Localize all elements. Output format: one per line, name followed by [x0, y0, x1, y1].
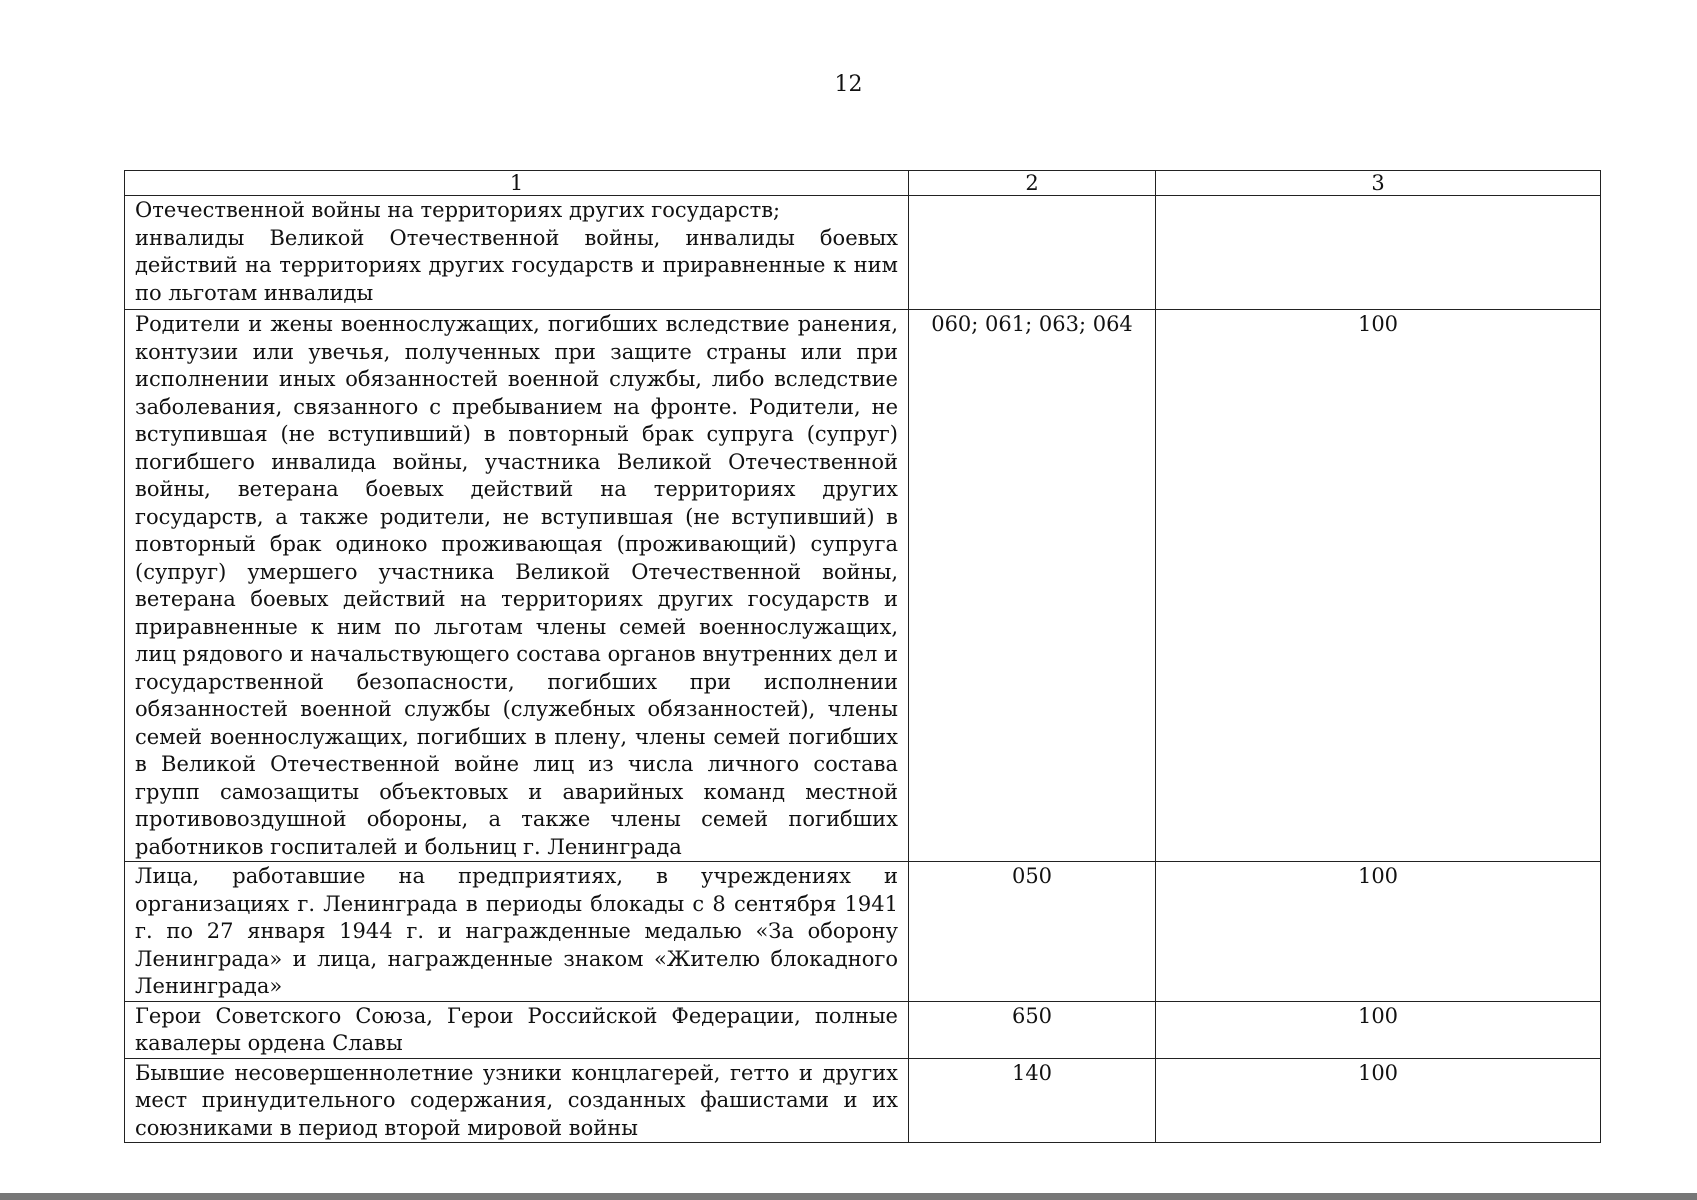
codes-cell: 060; 061; 063; 064: [909, 310, 1156, 862]
table-row: [125, 1058, 1601, 1143]
category-cell: Герои Советского Союза, Герои Российской Федерации, полные кавалеры ордена Славы: [125, 1001, 909, 1058]
column-header-3: 3: [1156, 171, 1601, 196]
percent-cell: 100: [1156, 1058, 1601, 1143]
page-number: 12: [834, 72, 863, 97]
category-text: Отечественной войны на территориях других государств; инвалиды Великой Отечественной войны, инвалиды боевых действий на территориях других государств и приравненные к ним по льготам инвалиды: [135, 198, 898, 305]
percent-cell: [1156, 196, 1601, 310]
category-cell: [125, 196, 909, 310]
category-cell: Родители и жены военнослужащих, погибших вследствие ранения, контузии или увечья, полученных при защите страны или при исполнении иных обязанностей военной службы, либо вследствие заболевания, связанного с пребыванием на фронте. Родители, не вступившая (не вступивший) в повторный брак супруга (супруг) погибшего инвалида войны, участника Великой Отечественной войны, ветерана боевых действий на территориях других государств, а также родители, не вступившая (не вступивший) в повторный брак одиноко проживающая (проживающий) супруга (супруг) умершего участника Великой Отечественной войны, ветерана боевых действий на территориях других государств и приравненные к ним по льготам члены семей военнослужащих, лиц рядового и начальствующего состава органов внутренних дел и государственной безопасности, погибших при исполнении обязанностей военной службы (служебных обязанностей), члены семей военнослужащих, погибших в плену, члены семей погибших в Великой Отечественной войне лиц из числа личного состава групп самозащиты объектовых и аварийных команд местной противовоздушной обороны, а также члены семей погибших работников госпиталей и больниц г. Ленинграда: [125, 310, 909, 862]
column-header-2: 2: [909, 171, 1156, 196]
benefits-table: [124, 170, 1601, 1143]
codes-cell: 050: [909, 862, 1156, 1002]
table-row: [125, 1001, 1601, 1058]
category-cell: Лица, работавшие на предприятиях, в учреждениях и организациях г. Ленинграда в периоды блокады с 8 сентября 1941 г. по 27 января 1944 г. и награжденные медалью «За оборону Ленинграда» и лица, награжденные знаком «Жителю блокадного Ленинграда»: [125, 862, 909, 1002]
percent-cell: 100: [1156, 310, 1601, 862]
table-header-row: [125, 171, 1601, 196]
table-row: [125, 862, 1601, 1002]
table-row: [125, 196, 1601, 310]
codes-cell: 650: [909, 1001, 1156, 1058]
category-cell: Бывшие несовершеннолетние узники концлагерей, гетто и других мест принудительного содержания, созданных фашистами и их союзниками в период второй мировой войны: [125, 1058, 909, 1143]
column-header-1: 1: [125, 171, 909, 196]
percent-cell: 100: [1156, 862, 1601, 1002]
codes-cell: [909, 196, 1156, 310]
table-row: [125, 310, 1601, 862]
scan-edge-bar: [0, 1193, 1697, 1200]
codes-cell: 140: [909, 1058, 1156, 1143]
percent-cell: 100: [1156, 1001, 1601, 1058]
